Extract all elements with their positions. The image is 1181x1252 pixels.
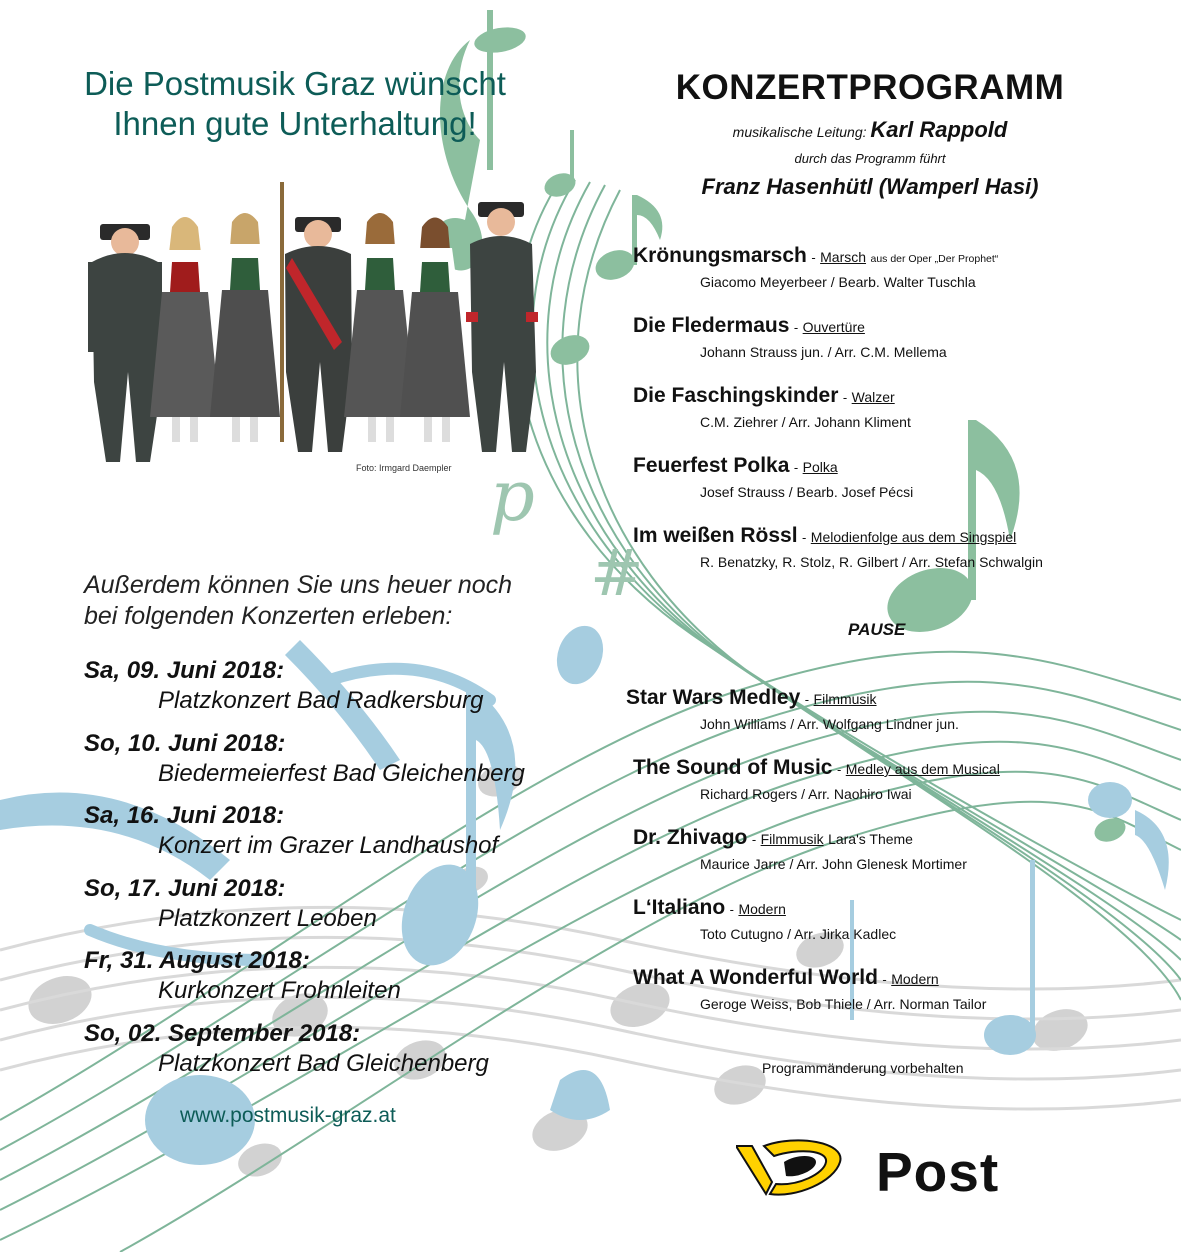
piece-separator: - [842, 390, 848, 405]
piece-extra: Lara's Theme [828, 831, 913, 847]
svg-text:p: p [490, 455, 535, 537]
piece-genre: Walzer [851, 389, 895, 405]
band-photo [80, 172, 550, 472]
post-horn-logo-icon [736, 1138, 846, 1202]
piece-genre: Modern [738, 901, 786, 917]
piece-separator: - [811, 250, 816, 265]
program-piece [633, 966, 986, 1012]
concert-item [84, 1019, 644, 1092]
piece-title: Die Fledermaus [633, 314, 790, 337]
concert-item [84, 801, 644, 874]
concert-date: Fr, 31. August 2018: [84, 947, 310, 975]
piece-title: Die Faschingskinder [633, 384, 839, 407]
piece-genre: Ouvertüre [802, 319, 865, 335]
piece-genre: Filmmusik [813, 691, 877, 707]
piece-title: Feuerfest Polka [633, 454, 790, 477]
concert-event: Konzert im Grazer Landhaushof [158, 832, 499, 860]
piece-separator: - [751, 832, 757, 847]
piece-genre: Polka [802, 459, 838, 475]
concert-date: So, 17. Juni 2018: [84, 874, 286, 902]
musical-direction [600, 117, 1140, 143]
piece-extra: aus der Oper „Der Prophet“ [870, 253, 999, 265]
piece-composer: Richard Rogers / Arr. Naohiro Iwai [700, 786, 912, 802]
program-change-note: Programmänderung vorbehalten [762, 1060, 964, 1076]
piece-composer: John Williams / Arr. Wolfgang Lindner jun. [700, 716, 959, 732]
greeting-line-2: Ihnen gute Unterhaltung! [113, 105, 477, 142]
program-piece [626, 686, 959, 732]
piece-separator: - [793, 320, 799, 335]
post-brand-text: Post [876, 1141, 1000, 1203]
program-piece [633, 314, 947, 360]
concert-event: Platzkonzert Bad Gleichenberg [158, 1049, 489, 1077]
program-piece [633, 244, 998, 290]
svg-text:#: # [590, 537, 644, 611]
piece-genre: Filmmusik [760, 831, 824, 847]
concert-item [84, 874, 644, 947]
piece-title: Im weißen Rössl [633, 524, 798, 547]
piece-composer: Josef Strauss / Bearb. Josef Pécsi [700, 484, 914, 500]
piece-separator: - [804, 692, 810, 707]
musician-figure [88, 182, 538, 462]
concert-item [84, 946, 644, 1019]
concert-event: Biedermeierfest Bad Gleichenberg [158, 759, 525, 787]
concert-date: So, 10. Juni 2018: [84, 729, 286, 757]
program-piece [633, 756, 1000, 802]
concerts-intro [84, 570, 604, 632]
intro-line-2: bei folgenden Konzerten erleben: [84, 602, 453, 630]
concert-item [84, 729, 644, 802]
piece-title: L‘Italiano [633, 896, 726, 919]
greeting [30, 64, 560, 144]
piece-composer: Johann Strauss jun. / Arr. C.M. Mellema [700, 344, 947, 360]
program-piece [633, 524, 1043, 570]
piece-genre: Marsch [820, 249, 867, 265]
pause-label: PAUSE [848, 620, 906, 639]
piece-title: The Sound of Music [633, 756, 833, 779]
piece-separator: - [729, 902, 734, 917]
piece-genre: Modern [891, 971, 939, 987]
program-title: KONZERTPROGRAMM [675, 68, 1065, 107]
host-name: Franz Hasenhütl (Wamperl Hasi) [701, 174, 1039, 199]
piece-composer: Giacomo Meyerbeer / Bearb. Walter Tuschla [700, 274, 976, 290]
piece-composer: C.M. Ziehrer / Arr. Johann Kliment [700, 414, 911, 430]
conductor-name: Karl Rappold [870, 117, 1008, 142]
website-link[interactable]: www.postmusik-graz.at [180, 1104, 396, 1127]
concert-list [84, 656, 644, 1092]
piece-title: Krönungsmarsch [633, 244, 807, 267]
program-piece [633, 826, 967, 872]
program-piece [633, 896, 896, 942]
piece-separator: - [802, 530, 807, 545]
concert-date: Sa, 16. Juni 2018: [84, 802, 285, 830]
concert-item [84, 656, 644, 729]
piece-separator: - [793, 460, 799, 475]
piece-composer: Geroge Weiss, Bob Thiele / Arr. Norman Tailor [700, 996, 987, 1012]
concert-date: Sa, 09. Juni 2018: [84, 657, 285, 684]
piece-separator: - [882, 972, 887, 987]
piece-composer: Toto Cutugno / Arr. Jirka Kadlec [700, 926, 897, 942]
program-piece [633, 454, 913, 500]
concert-event: Kurkonzert Frohnleiten [158, 977, 401, 1005]
photo-credit: Foto: Irmgard Daempler [356, 463, 452, 473]
piece-genre: Medley aus dem Musical [845, 761, 1000, 777]
piece-composer: R. Benatzky, R. Stolz, R. Gilbert / Arr. Stefan Schwalgin [700, 554, 1043, 570]
concert-event: Platzkonzert Leoben [158, 904, 377, 932]
direction-label: musikalische Leitung: [732, 124, 867, 140]
piece-title: Dr. Zhivago [633, 826, 748, 849]
piece-genre: Melodienfolge aus dem Singspiel [810, 529, 1017, 545]
program-piece [633, 384, 911, 430]
concert-event: Platzkonzert Bad Radkersburg [158, 687, 484, 714]
piece-title: Star Wars Medley [626, 686, 801, 709]
host-label: durch das Programm führt [794, 151, 946, 166]
concert-date: So, 02. September 2018: [84, 1019, 361, 1047]
intro-line-1: Außerdem können Sie uns heuer noch [84, 571, 513, 599]
piece-title: What A Wonderful World [633, 966, 878, 989]
piece-composer: Maurice Jarre / Arr. John Glenesk Mortimer [700, 856, 967, 872]
greeting-line-1: Die Postmusik Graz wünscht [84, 65, 506, 102]
piece-separator: - [836, 762, 842, 777]
